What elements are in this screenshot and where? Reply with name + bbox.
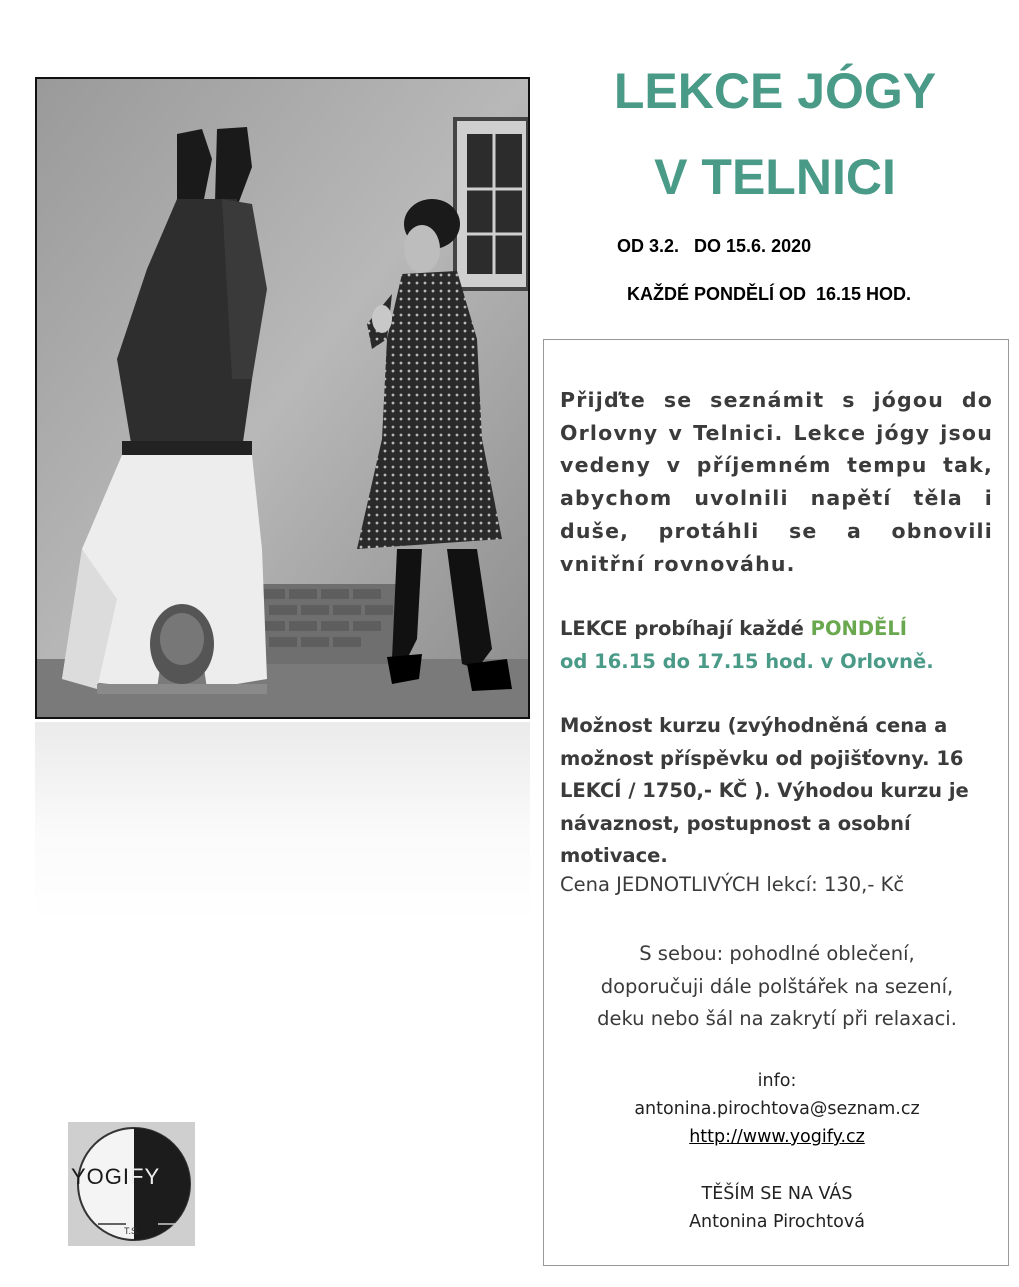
brick-patch — [252, 584, 402, 664]
contact-email[interactable]: antonina.pirochtova@seznam.cz — [634, 1099, 920, 1119]
window — [455, 119, 528, 289]
yogify-logo — [68, 1122, 195, 1246]
website-link[interactable]: http://www.yogify.cz — [689, 1127, 865, 1147]
weekly-schedule: KAŽDÉ PONDĚLÍ OD 16.15 HOD. — [627, 284, 912, 304]
signature — [548, 1180, 1006, 1236]
schedule-day: PONDĚLÍ — [810, 617, 908, 640]
contact-info — [548, 1067, 1006, 1151]
greeting: TĚŠÍM SE NA VÁS — [701, 1184, 853, 1204]
headstand-photo — [35, 77, 530, 719]
logo-text: YOGIFY — [71, 1164, 161, 1189]
photo-reflection — [35, 722, 530, 922]
logo-initials: T.S. — [124, 1226, 140, 1236]
schedule-time: od 16.15 do 17.15 hod. v Orlovně. — [560, 650, 934, 673]
title-line-1: LEKCE JÓGY — [613, 63, 937, 119]
what-to-bring — [548, 938, 1006, 1036]
bring-line-1: S sebou: pohodlné oblečení, — [639, 942, 915, 965]
photo-illustration — [37, 79, 528, 717]
intro-paragraph: Přijďte se seznámit s jógou do Orlovny v Telnici. Lekce jógy jsou vedeny v příjemném tempu tak, abychom uvolnili napětí těla i duše, protáhli se a obnovili vnitřní rovnováhu. — [560, 388, 993, 576]
bring-line-3: deku nebo šál na zakrytí při relaxaci. — [597, 1007, 957, 1030]
bring-line-2: doporučuji dále polštářek na sezení, — [600, 974, 954, 998]
date-range: OD 3.2. DO 15.6. 2020 — [617, 236, 812, 256]
course-paragraph: Možnost kurzu (zvýhodněná cena a možnost příspěvku od pojišťovny. 16 LEKCÍ / 1750,- KČ ). Výhodou kurzu je návaznost, postupnost a osobní motivace. — [560, 714, 969, 867]
schedule-text: LEKCE probíhají každé — [560, 617, 811, 640]
title-line-2: V TELNICI — [654, 149, 896, 205]
contact-label: info: — [757, 1071, 797, 1091]
single-price: Cena JEDNOTLIVÝCH lekcí: 130,- Kč — [560, 873, 905, 896]
schedule-paragraph — [560, 612, 934, 678]
author-name: Antonina Pirochtová — [689, 1212, 865, 1232]
